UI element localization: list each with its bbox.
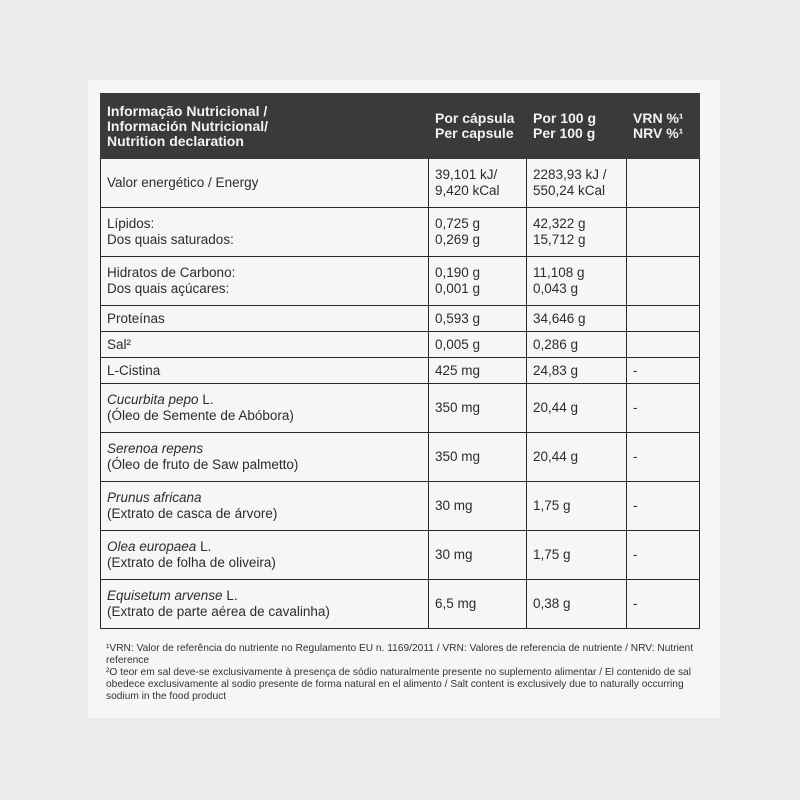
row-label: Sal²: [101, 332, 429, 358]
common-name: (Óleo de fruto de Saw palmetto): [107, 457, 299, 472]
row-vrn: -: [627, 384, 700, 433]
row-vrn: -: [627, 531, 700, 580]
row-label: Hidratos de Carbono: Dos quais açúcares:: [101, 257, 429, 306]
row-per-capsule: 0,190 g 0,001 g: [429, 257, 527, 306]
scientific-name: Prunus africana: [107, 490, 202, 505]
row-per-100g: 0,286 g: [527, 332, 627, 358]
row-per-capsule: 0,725 g 0,269 g: [429, 208, 527, 257]
common-name: (Óleo de Semente de Abóbora): [107, 408, 294, 423]
common-name: (Extrato de folha de oliveira): [107, 555, 276, 570]
row-per-100g: 34,646 g: [527, 306, 627, 332]
row-per-capsule: 30 mg: [429, 482, 527, 531]
row-per-capsule: 30 mg: [429, 531, 527, 580]
row-vrn: [627, 306, 700, 332]
table-row: [101, 358, 700, 384]
row-label: [101, 482, 429, 531]
row-per-100g: 2283,93 kJ / 550,24 kCal: [527, 159, 627, 208]
row-label: Cucurbita pepo L. (Óleo de Semente de Abóbora): [101, 384, 429, 433]
row-per-100g: 20,44 g: [527, 433, 627, 482]
row-per-100g: 42,322 g 15,712 g: [527, 208, 627, 257]
scientific-name: Cucurbita pepo: [107, 392, 199, 407]
row-vrn: [627, 208, 700, 257]
row-vrn: [627, 332, 700, 358]
row-per-capsule: 350 mg: [429, 384, 527, 433]
scientific-name: Serenoa repens: [107, 441, 204, 456]
header-per-100g: Por 100 g Per 100 g: [527, 94, 627, 159]
row-per-100g: 1,75 g: [527, 531, 627, 580]
row-vrn: -: [627, 433, 700, 482]
table-row: [101, 332, 700, 358]
row-per-capsule: 425 mg: [429, 358, 527, 384]
row-label: Valor energético / Energy: [101, 159, 429, 208]
scientific-name: Olea europaea: [107, 539, 197, 554]
nutrition-table: [100, 93, 700, 629]
row-per-100g: 24,83 g: [527, 358, 627, 384]
row-label: Olea europaea L. (Extrato de folha de oliveira): [101, 531, 429, 580]
table-header-row: [101, 94, 700, 159]
row-vrn: -: [627, 580, 700, 629]
row-vrn: -: [627, 482, 700, 531]
common-name: (Extrato de casca de árvore): [107, 506, 278, 521]
row-per-capsule: 0,005 g: [429, 332, 527, 358]
table-row: [101, 482, 700, 531]
row-per-capsule: 0,593 g: [429, 306, 527, 332]
row-label: L-Cistina: [101, 358, 429, 384]
row-label: Proteínas: [101, 306, 429, 332]
table-row: [101, 208, 700, 257]
header-nutrient: Informação Nutricional / Información Nutricional/ Nutrition declaration: [101, 94, 429, 159]
row-per-capsule: 39,101 kJ/ 9,420 kCal: [429, 159, 527, 208]
row-per-100g: 1,75 g: [527, 482, 627, 531]
header-vrn: VRN %¹ NRV %¹: [627, 94, 700, 159]
footnotes: [106, 643, 706, 703]
table-row: [101, 580, 700, 629]
table-row: [101, 306, 700, 332]
row-vrn: [627, 257, 700, 306]
row-per-capsule: 350 mg: [429, 433, 527, 482]
row-per-capsule: 6,5 mg: [429, 580, 527, 629]
footnote-2: ²O teor em sal deve-se exclusivamente à presença de sódio naturalmente presente no suplemento alimentar / El contenido de sal obedece exclusivamente al sodio presente de forma natural en el alimento / Salt content is exclusively due to naturally occurring sodium in the food product: [106, 667, 691, 702]
row-label: Equisetum arvense L. (Extrato de parte aérea de cavalinha): [101, 580, 429, 629]
row-per-100g: 0,38 g: [527, 580, 627, 629]
table-row: [101, 159, 700, 208]
header-per-capsule: Por cápsula Per capsule: [429, 94, 527, 159]
scientific-name: Equisetum arvense: [107, 588, 223, 603]
row-vrn: -: [627, 358, 700, 384]
row-label: Lípidos: Dos quais saturados:: [101, 208, 429, 257]
row-per-100g: 20,44 g: [527, 384, 627, 433]
row-per-100g: 11,108 g 0,043 g: [527, 257, 627, 306]
table-row: [101, 384, 700, 433]
row-label: [101, 433, 429, 482]
table-row: [101, 433, 700, 482]
row-vrn: [627, 159, 700, 208]
common-name: (Extrato de parte aérea de cavalinha): [107, 604, 330, 619]
table-row: [101, 257, 700, 306]
table-row: [101, 531, 700, 580]
footnote-1: ¹VRN: Valor de referência do nutriente no Regulamento EU n. 1169/2011 / VRN: Valores de referencia de nutriente / NRV: Nutrient reference: [106, 643, 694, 666]
